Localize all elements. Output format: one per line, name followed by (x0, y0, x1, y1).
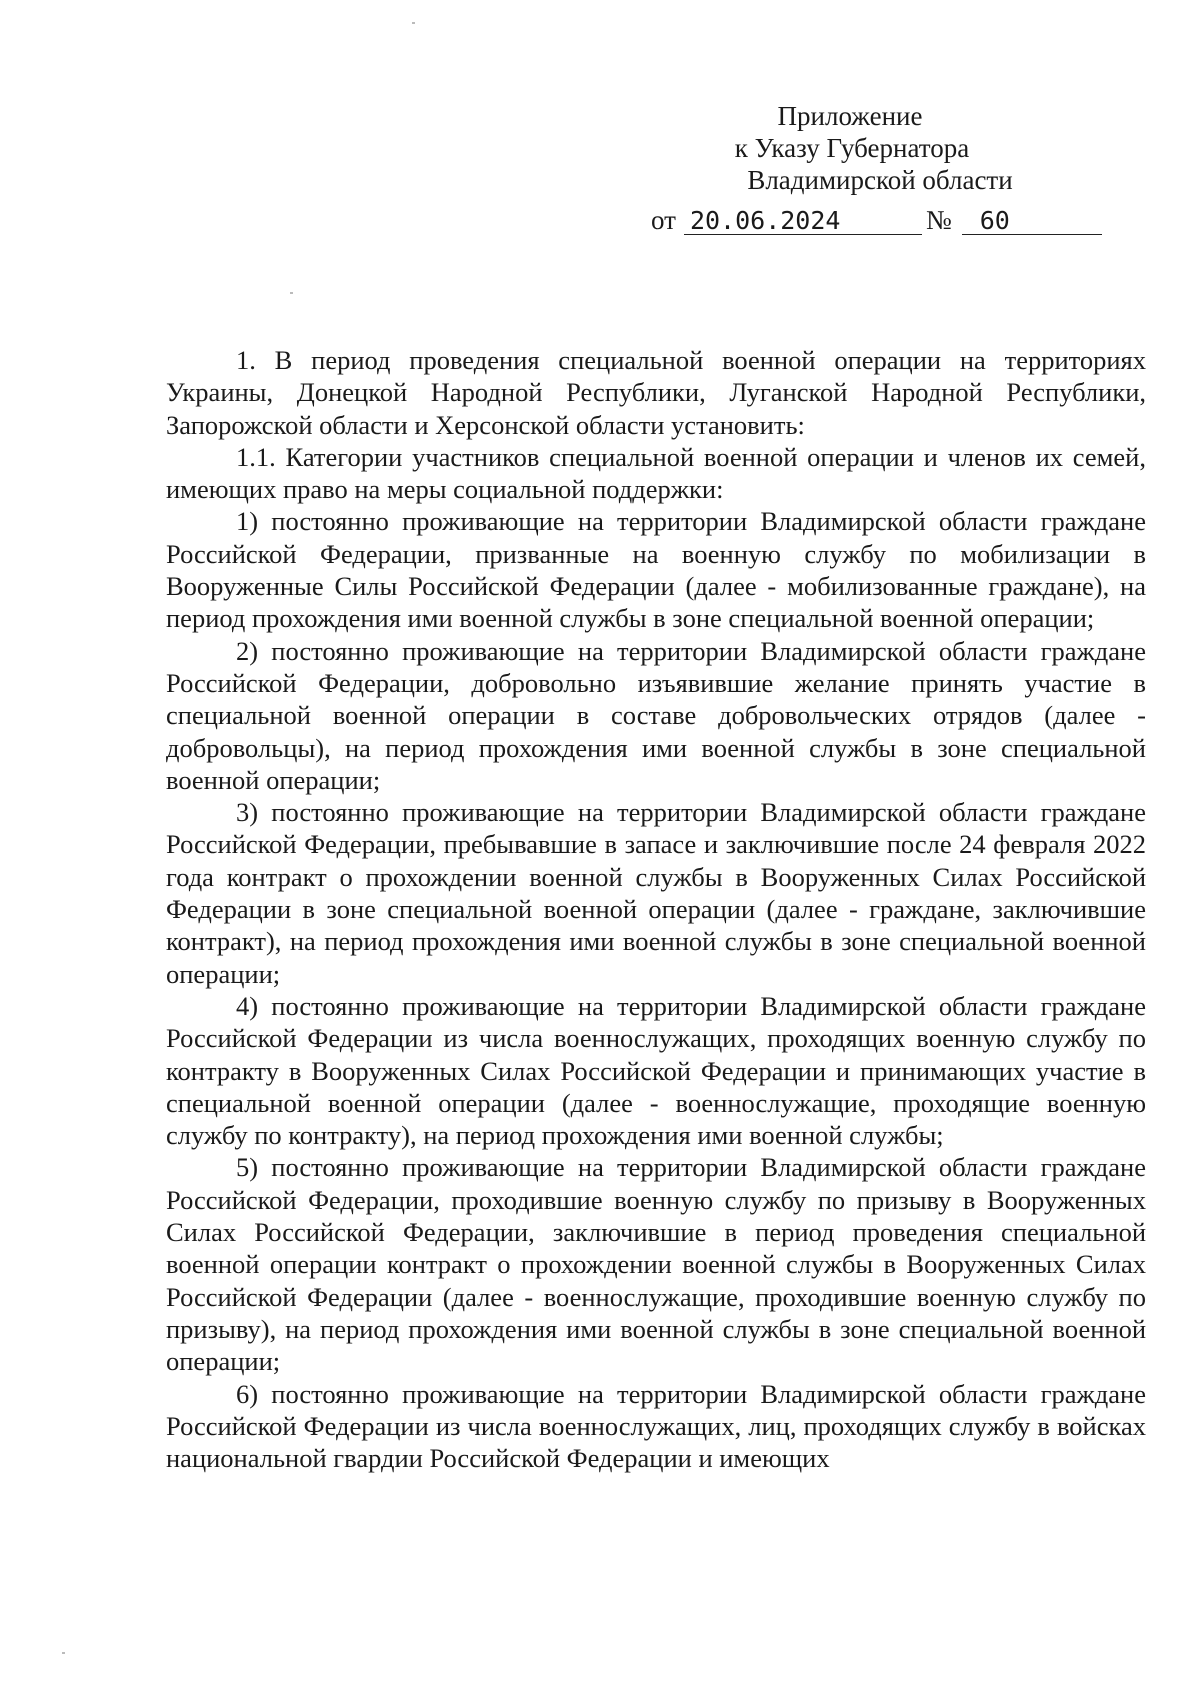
region-name: Владимирской области (747, 165, 1013, 195)
paragraph-1: 1. В период проведения специальной военной операции на территориях Украины, Донецкой Народной Республики, Луганской Народной Республики, Запорожской области и Херсонской области установить: (166, 345, 1146, 440)
number-prefix: № (925, 205, 952, 235)
list-item-2: 2) постоянно проживающие на территории Владимирской области граждане Российской Федерации, добровольно изъявившие желание принять участие в специальной военной операции в составе добровольческих отрядов (далее - добровольцы), на период прохождения ими военной службы в зоне специальной военной операции; (166, 635, 1146, 795)
appendix-title: Приложение (777, 101, 923, 131)
appendix-header (640, 100, 1120, 196)
decree-date: 20.06.2024 (684, 208, 922, 235)
decree-number: 60 (962, 208, 1102, 235)
date-prefix: от (651, 205, 676, 235)
decree-reference: к Указу Губернатора (734, 133, 970, 163)
list-item-5: 5) постоянно проживающие на территории Владимирской области граждане Российской Федерации, проходившие военную службу по призыву в Вооруженных Силах Российской Федерации, заключившие в период проведения специальной военной операции контракт о прохождении военной службы в Вооруженных Силах Российской Федерации (далее - военнослужащие, проходившие военную службу по призыву), на период прохождения ими военной службы в зоне специальной военной операции; (166, 1152, 1146, 1377)
scan-speck (62, 1652, 65, 1654)
list-item-4: 4) постоянно проживающие на территории Владимирской области граждане Российской Федерации из числа военнослужащих, проходящих военную службу по контракту в Вооруженных Силах Российской Федерации и принимающих участие в специальной военной операции (далее - военнослужащие, проходящие военную службу по контракту), на период прохождения ими военной службы; (166, 990, 1146, 1151)
scan-speck (290, 292, 293, 294)
decree-date-number (651, 204, 1102, 236)
document-body (166, 344, 1146, 1474)
scan-speck (412, 22, 415, 24)
list-item-3: 3) постоянно проживающие на территории Владимирской области граждане Российской Федерации, пребывавшие в запасе и заключившие после 24 февраля 2022 года контракт о прохождении военной службы в Вооруженных Силах Российской Федерации в зоне специальной военной операции (далее - граждане, заключившие контракт), на период прохождения ими военной службы в зоне специальной военной операции; (166, 797, 1146, 989)
list-item-6: 6) постоянно проживающие на территории Владимирской области граждане Российской Федерации из числа военнослужащих, лиц, проходящих службу в войсках национальной гвардии Российской Федерации и имеющих (166, 1378, 1146, 1474)
paragraph-1-1: 1.1. Категории участников специальной военной операции и членов их семей, имеющих право на меры социальной поддержки: (166, 441, 1146, 505)
list-item-1: 1) постоянно проживающие на территории Владимирской области граждане Российской Федерации, призванные на военную службу по мобилизации в Вооруженные Силы Российской Федерации (далее - мобилизованные граждане), на период прохождения ими военной службы в зоне специальной военной операции; (166, 506, 1146, 634)
